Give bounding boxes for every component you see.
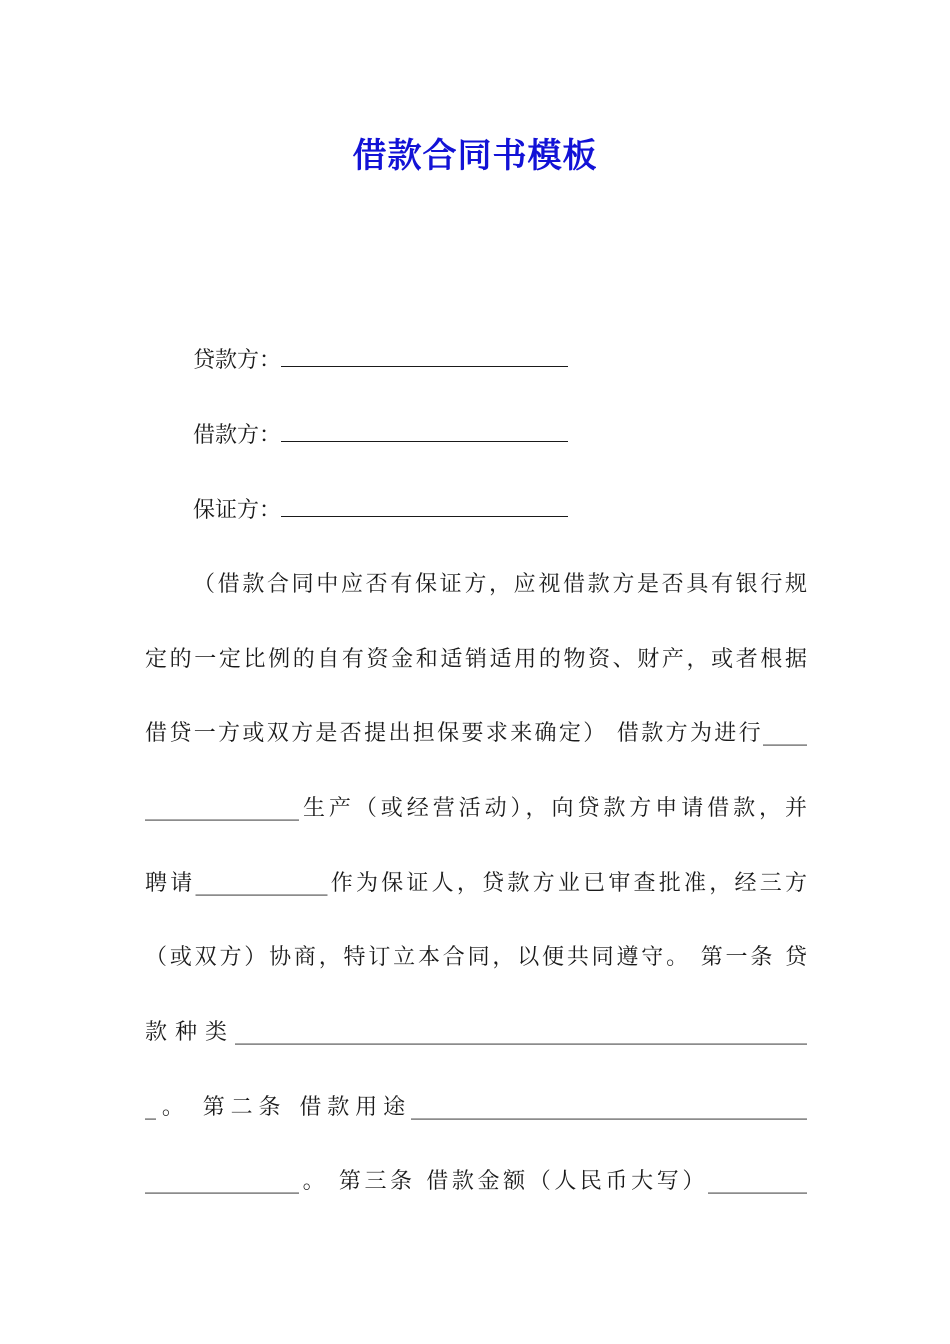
party-label: 借款方： [193, 423, 282, 448]
body-line: ______________。 第三条 借款金额（人民币大写）_________ [145, 1169, 807, 1194]
party-line-guarantor [193, 494, 807, 526]
fill-blank [281, 494, 568, 517]
party-line-lender [193, 344, 807, 376]
body-line: （借款合同中应否有保证方，应视借款方是否具有银行规 [193, 572, 807, 597]
body-line: （或双方）协商，特订立本合同，以便共同遵守。 第一条 贷 [145, 945, 807, 970]
body-line: 借贷一方或双方是否提出担保要求来确定） 借款方为进行____ [145, 721, 807, 746]
body-line: 款种类____________________________________________________ [145, 1020, 807, 1045]
party-label: 保证方： [193, 498, 282, 523]
body-line: 定的一定比例的自有资金和适销适用的物资、财产，或者根据 [145, 647, 807, 672]
fill-blank [281, 419, 568, 442]
fill-blank [281, 344, 568, 367]
document-title: 借款合同书模板 [352, 136, 598, 176]
body-line: _。 第二条 借款用途____________________________________ [145, 1095, 807, 1120]
body-line: 聘请____________作为保证人，贷款方业已审查批准，经三方 [145, 871, 807, 896]
body-line: ______________生产（或经营活动），向贷款方申请借款，并 [145, 796, 807, 821]
party-label: 贷款方： [193, 348, 282, 373]
party-line-borrower [193, 419, 807, 451]
